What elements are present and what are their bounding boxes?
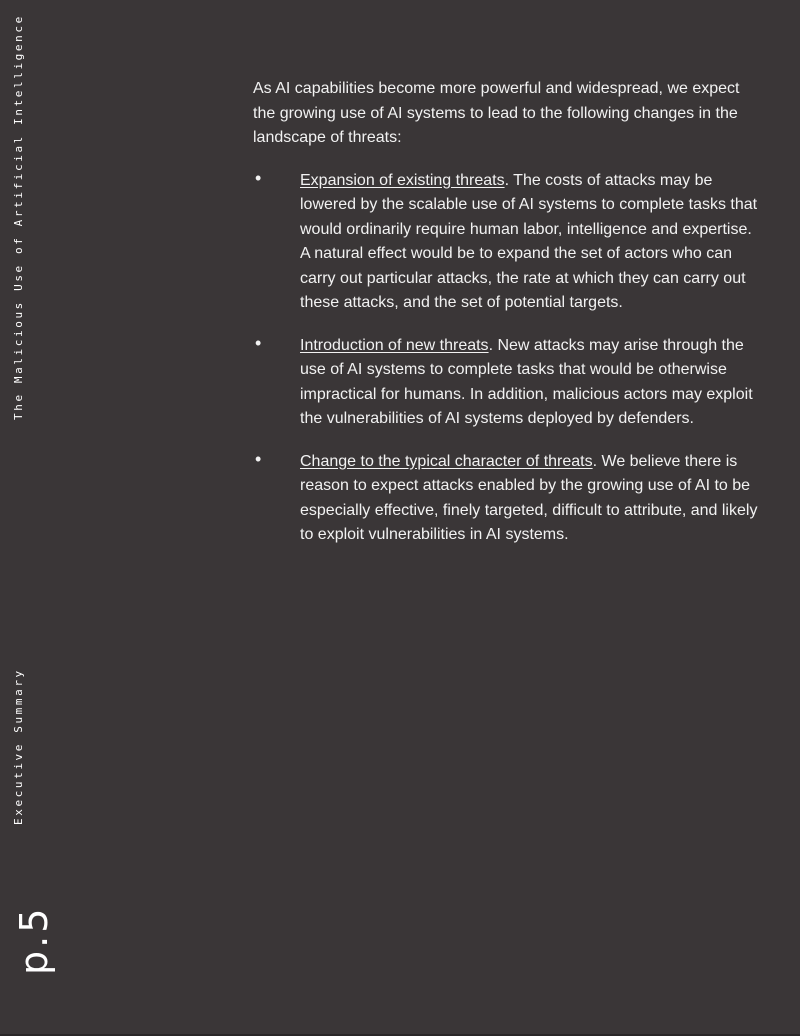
bullet-icon: •: [255, 448, 262, 469]
bullet-text: . New attacks may arise through the use of AI systems to complete tasks that would be otherwise impractical for humans. In addition, malicious actors may exploit the vulnerabilities of AI systems deployed by defenders.: [300, 336, 753, 427]
document-title: The Malicious Use of Artificial Intelligence: [12, 14, 25, 420]
section-title: Executive Summary: [12, 668, 25, 825]
bullet-icon: •: [255, 167, 262, 188]
bullet-term: Introduction of new threats: [300, 336, 489, 354]
main-content: [253, 77, 758, 566]
page-number: p.5: [12, 905, 56, 975]
bullet-text: . The costs of attacks may be lowered by the scalable use of AI systems to complete tasks that would ordinarily require human labor, intelligence and expertise. A natural effect would be to expand the set of actors who can carry out particular attacks, the rate at which they can carry out these attacks, and the set of potential targets.: [300, 171, 758, 311]
bullet-term: Expansion of existing threats: [300, 171, 505, 189]
threat-list: [253, 169, 758, 548]
bullet-term: Change to the typical character of threats: [300, 452, 593, 470]
bullet-icon: •: [255, 332, 262, 353]
list-item: [253, 450, 758, 548]
intro-paragraph: As AI capabilities become more powerful and widespread, we expect the growing use of AI systems to lead to the following changes in the landscape of threats:: [253, 80, 740, 146]
bullet-text: . We believe there is reason to expect attacks enabled by the growing use of AI to be especially effective, finely targeted, difficult to attribute, and likely to exploit vulnerabilities in AI systems.: [300, 452, 758, 543]
list-item: [253, 169, 758, 316]
list-item: [253, 334, 758, 432]
